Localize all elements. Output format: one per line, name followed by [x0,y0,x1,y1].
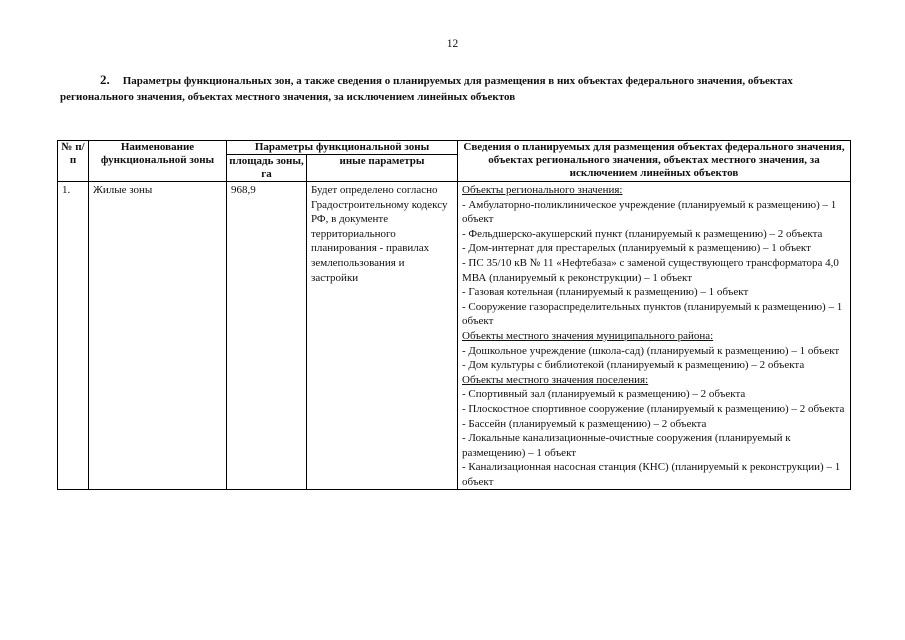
list-item: - Плоскостное спортивное сооружение (планируемый к размещению) – 2 объекта [462,402,845,415]
row-area: 968,9 [227,182,307,490]
list-item: - ПС 35/10 кВ № 11 «Нефтебаза» с заменой существующего трансформатора 4,0 МВА (планируемый к реконструкции) – 1 объект [462,256,839,284]
section-title-text: Параметры функциональных зон, а также сведения о планируемых для размещения в них объектах федерального значения, объектах регионального значения, объектах местного значения, за исключением линейных объектов [60,75,793,103]
list-item: - Газовая котельная (планируемый к размещению) – 1 объект [462,286,749,299]
page-number: 12 [446,38,459,50]
row-zone-name: Жилые зоны [89,182,227,490]
header-planned-objects: Сведения о планируемых для размещения объектах федерального значения, объектах регионального значения, объектах местного значения, за исключением линейных объектов [458,141,851,182]
row-other-params: Будет определено согласно Градостроительному кодексу РФ, в документе территориального планирования - правилах землепользования и застройки [307,182,458,490]
list-item: - Локальные канализационные-очистные сооружения (планируемый к размещению) – 1 объект [462,432,791,459]
list-item: - Дошкольное учреждение (школа-сад) (планируемый к размещению) – 1 объект [462,344,840,357]
list-item: - Спортивный зал (планируемый к размещению) – 2 объекта [462,388,746,401]
section-title [60,72,850,105]
row-num: 1. [58,182,89,490]
regional-objects-heading: Объекты регионального значения: [462,184,623,196]
list-item: - Дом-интернат для престарелых (планируемый к размещению) – 1 объект [462,242,811,255]
header-other-params: иные параметры [307,155,458,182]
list-item: - Канализационная насосная станция (КНС) (планируемый к реконструкции) – 1 объект [462,461,841,488]
list-item: - Амбулаторно-поликлиническое учреждение (планируемый к размещению) – 1 объект [462,198,837,226]
table-row [58,182,851,490]
list-item: - Сооружение газораспределительных пунктов (планируемый к размещению) – 1 объект [462,300,843,328]
header-area: площадь зоны, га [227,155,307,182]
header-params-group: Параметры функциональной зоны [227,141,458,155]
list-item: - Фельдшерско-акушерский пункт (планируемый к размещению) – 2 объекта [462,227,823,240]
municipal-district-objects-heading: Объекты местного значения муниципального района: [462,329,714,342]
zones-table [57,140,851,490]
section-number: 2. [100,72,110,87]
header-num: № п/п [58,141,89,182]
list-item: - Бассейн (планируемый к размещению) – 2 объекта [462,417,707,430]
list-item: - Дом культуры с библиотекой (планируемый к размещению) – 2 объекта [462,359,805,372]
row-planned-objects [458,182,851,490]
settlement-objects-heading: Объекты местного значения поселения: [462,373,649,386]
header-zone-name: Наименование функциональной зоны [89,141,227,182]
